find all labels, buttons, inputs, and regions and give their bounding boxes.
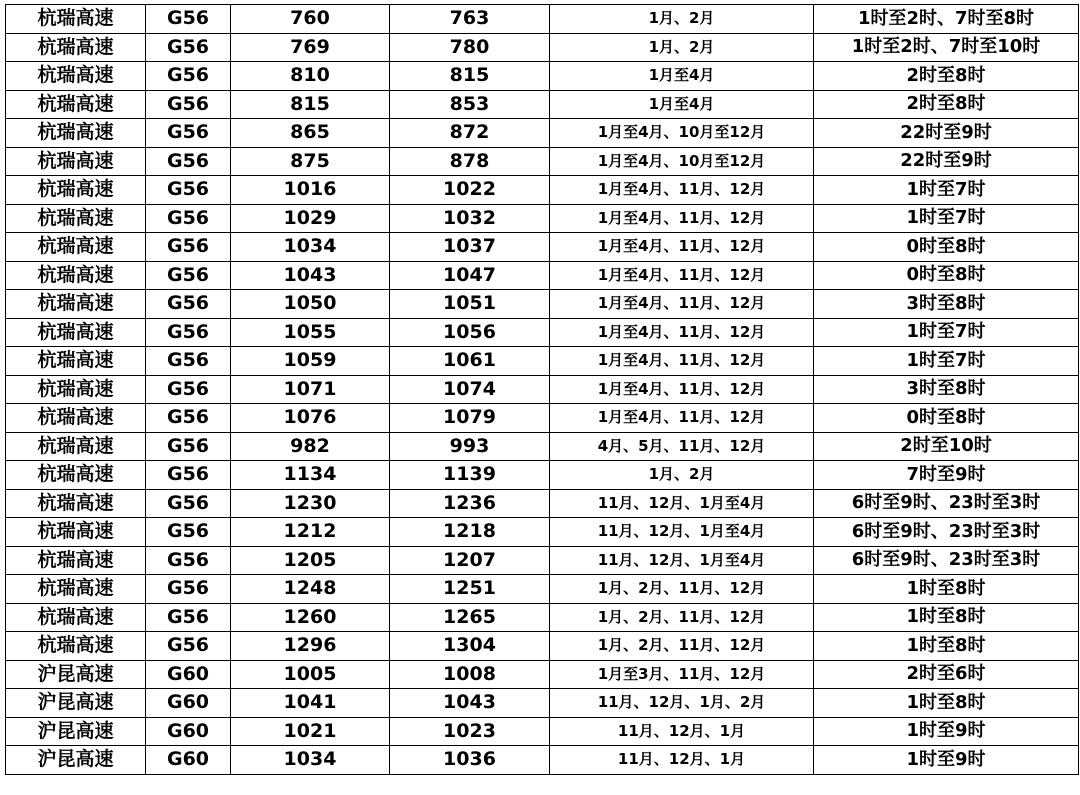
table-row [6,33,1079,62]
road-code-cell: G56 [146,432,231,461]
road-code-cell: G60 [146,717,231,746]
start-stake-cell: 1230 [231,489,390,518]
start-stake-cell: 1005 [231,660,390,689]
hours-cell: 0时至8时 [814,404,1079,433]
hours-cell: 3时至8时 [814,375,1079,404]
months-cell: 1月、2月、11月、12月 [550,603,814,632]
road-code-cell: G56 [146,62,231,91]
hours-cell: 0时至8时 [814,261,1079,290]
road-code-cell: G56 [146,261,231,290]
table-row [6,347,1079,376]
months-cell: 1月至4月、11月、12月 [550,347,814,376]
table-row [6,660,1079,689]
months-cell: 1月至4月 [550,90,814,119]
table-row [6,204,1079,233]
table-body [6,5,1079,775]
road-code-cell: G56 [146,404,231,433]
start-stake-cell: 982 [231,432,390,461]
months-cell: 1月至4月、11月、12月 [550,204,814,233]
road-name-cell: 杭瑞高速 [6,518,146,547]
end-stake-cell: 878 [390,147,550,176]
start-stake-cell: 1043 [231,261,390,290]
months-cell: 1月至4月、11月、12月 [550,176,814,205]
table-row [6,717,1079,746]
hours-cell: 6时至9时、23时至3时 [814,518,1079,547]
table-row [6,432,1079,461]
start-stake-cell: 1076 [231,404,390,433]
road-name-cell: 杭瑞高速 [6,347,146,376]
table-row [6,90,1079,119]
road-code-cell: G56 [146,318,231,347]
start-stake-cell: 760 [231,5,390,34]
start-stake-cell: 1071 [231,375,390,404]
months-cell: 1月至4月、10月至12月 [550,147,814,176]
hours-cell: 1时至8时 [814,575,1079,604]
months-cell: 1月、2月 [550,33,814,62]
start-stake-cell: 1212 [231,518,390,547]
road-name-cell: 杭瑞高速 [6,575,146,604]
road-name-cell: 杭瑞高速 [6,261,146,290]
road-code-cell: G56 [146,461,231,490]
months-cell: 4月、5月、11月、12月 [550,432,814,461]
months-cell: 1月至4月、11月、12月 [550,375,814,404]
road-code-cell: G56 [146,489,231,518]
table-row [6,318,1079,347]
end-stake-cell: 872 [390,119,550,148]
end-stake-cell: 993 [390,432,550,461]
road-code-cell: G56 [146,33,231,62]
hours-cell: 1时至2时、7时至8时 [814,5,1079,34]
table-row [6,176,1079,205]
road-name-cell: 杭瑞高速 [6,62,146,91]
road-code-cell: G60 [146,689,231,718]
hours-cell: 2时至8时 [814,90,1079,119]
end-stake-cell: 1047 [390,261,550,290]
road-name-cell: 沪昆高速 [6,689,146,718]
road-name-cell: 杭瑞高速 [6,147,146,176]
end-stake-cell: 1022 [390,176,550,205]
road-code-cell: G56 [146,233,231,262]
road-name-cell: 杭瑞高速 [6,290,146,319]
months-cell: 11月、12月、1月 [550,746,814,775]
end-stake-cell: 853 [390,90,550,119]
hours-cell: 1时至8时 [814,689,1079,718]
road-name-cell: 杭瑞高速 [6,204,146,233]
months-cell: 1月至4月、11月、12月 [550,318,814,347]
start-stake-cell: 810 [231,62,390,91]
months-cell: 11月、12月、1月至4月 [550,546,814,575]
hours-cell: 1时至9时 [814,746,1079,775]
months-cell: 1月至4月、11月、12月 [550,261,814,290]
road-code-cell: G56 [146,375,231,404]
start-stake-cell: 769 [231,33,390,62]
start-stake-cell: 1055 [231,318,390,347]
start-stake-cell: 1034 [231,233,390,262]
table-row [6,119,1079,148]
end-stake-cell: 1236 [390,489,550,518]
road-name-cell: 沪昆高速 [6,660,146,689]
road-code-cell: G60 [146,746,231,775]
months-cell: 1月、2月 [550,5,814,34]
road-name-cell: 杭瑞高速 [6,632,146,661]
road-code-cell: G56 [146,347,231,376]
start-stake-cell: 815 [231,90,390,119]
table-row [6,746,1079,775]
road-name-cell: 沪昆高速 [6,717,146,746]
hours-cell: 1时至9时 [814,717,1079,746]
months-cell: 11月、12月、1月至4月 [550,489,814,518]
table-row [6,689,1079,718]
table-row [6,575,1079,604]
months-cell: 1月至4月、11月、12月 [550,404,814,433]
road-code-cell: G60 [146,660,231,689]
start-stake-cell: 1248 [231,575,390,604]
start-stake-cell: 1260 [231,603,390,632]
table-row [6,461,1079,490]
road-name-cell: 杭瑞高速 [6,375,146,404]
table-row [6,62,1079,91]
start-stake-cell: 1134 [231,461,390,490]
months-cell: 11月、12月、1月至4月 [550,518,814,547]
start-stake-cell: 1041 [231,689,390,718]
hours-cell: 2时至8时 [814,62,1079,91]
road-code-cell: G56 [146,176,231,205]
road-name-cell: 杭瑞高速 [6,176,146,205]
road-name-cell: 杭瑞高速 [6,461,146,490]
road-name-cell: 杭瑞高速 [6,233,146,262]
road-code-cell: G56 [146,119,231,148]
start-stake-cell: 1029 [231,204,390,233]
road-name-cell: 杭瑞高速 [6,5,146,34]
end-stake-cell: 1139 [390,461,550,490]
hours-cell: 1时至2时、7时至10时 [814,33,1079,62]
road-code-cell: G56 [146,575,231,604]
months-cell: 1月至4月、11月、12月 [550,290,814,319]
end-stake-cell: 1056 [390,318,550,347]
hours-cell: 2时至10时 [814,432,1079,461]
end-stake-cell: 1032 [390,204,550,233]
road-code-cell: G56 [146,147,231,176]
table-row [6,603,1079,632]
months-cell: 1月至4月、10月至12月 [550,119,814,148]
road-name-cell: 杭瑞高速 [6,489,146,518]
hours-cell: 1时至7时 [814,347,1079,376]
months-cell: 1月至4月、11月、12月 [550,233,814,262]
end-stake-cell: 780 [390,33,550,62]
end-stake-cell: 1023 [390,717,550,746]
table-row [6,233,1079,262]
end-stake-cell: 1251 [390,575,550,604]
road-code-cell: G56 [146,518,231,547]
end-stake-cell: 1051 [390,290,550,319]
table-row [6,5,1079,34]
hours-cell: 7时至9时 [814,461,1079,490]
start-stake-cell: 1034 [231,746,390,775]
end-stake-cell: 1043 [390,689,550,718]
start-stake-cell: 1021 [231,717,390,746]
months-cell: 11月、12月、1月、2月 [550,689,814,718]
road-name-cell: 杭瑞高速 [6,119,146,148]
end-stake-cell: 1207 [390,546,550,575]
start-stake-cell: 1059 [231,347,390,376]
road-code-cell: G56 [146,5,231,34]
road-code-cell: G56 [146,290,231,319]
start-stake-cell: 1205 [231,546,390,575]
road-name-cell: 杭瑞高速 [6,432,146,461]
end-stake-cell: 1074 [390,375,550,404]
table-row [6,290,1079,319]
road-name-cell: 杭瑞高速 [6,546,146,575]
start-stake-cell: 1296 [231,632,390,661]
end-stake-cell: 1037 [390,233,550,262]
end-stake-cell: 1036 [390,746,550,775]
hours-cell: 1时至8时 [814,603,1079,632]
end-stake-cell: 1265 [390,603,550,632]
hours-cell: 1时至7时 [814,204,1079,233]
table-row [6,489,1079,518]
months-cell: 1月、2月、11月、12月 [550,575,814,604]
fog-section-table [5,4,1079,775]
hours-cell: 1时至8时 [814,632,1079,661]
end-stake-cell: 1304 [390,632,550,661]
hours-cell: 1时至7时 [814,176,1079,205]
road-code-cell: G56 [146,204,231,233]
start-stake-cell: 1016 [231,176,390,205]
road-name-cell: 杭瑞高速 [6,603,146,632]
road-name-cell: 杭瑞高速 [6,404,146,433]
hours-cell: 1时至7时 [814,318,1079,347]
end-stake-cell: 1061 [390,347,550,376]
table-row [6,375,1079,404]
hours-cell: 0时至8时 [814,233,1079,262]
road-code-cell: G56 [146,632,231,661]
months-cell: 11月、12月、1月 [550,717,814,746]
hours-cell: 2时至6时 [814,660,1079,689]
end-stake-cell: 815 [390,62,550,91]
hours-cell: 6时至9时、23时至3时 [814,546,1079,575]
hours-cell: 22时至9时 [814,147,1079,176]
months-cell: 1月、2月、11月、12月 [550,632,814,661]
road-name-cell: 杭瑞高速 [6,90,146,119]
table-row [6,632,1079,661]
table-row [6,518,1079,547]
months-cell: 1月至3月、11月、12月 [550,660,814,689]
end-stake-cell: 1008 [390,660,550,689]
road-code-cell: G56 [146,546,231,575]
hours-cell: 6时至9时、23时至3时 [814,489,1079,518]
road-code-cell: G56 [146,603,231,632]
table-row [6,147,1079,176]
hours-cell: 3时至8时 [814,290,1079,319]
road-name-cell: 杭瑞高速 [6,318,146,347]
start-stake-cell: 875 [231,147,390,176]
table-row [6,546,1079,575]
months-cell: 1月至4月 [550,62,814,91]
table-row [6,261,1079,290]
road-name-cell: 沪昆高速 [6,746,146,775]
start-stake-cell: 865 [231,119,390,148]
road-code-cell: G56 [146,90,231,119]
hours-cell: 22时至9时 [814,119,1079,148]
end-stake-cell: 1218 [390,518,550,547]
end-stake-cell: 1079 [390,404,550,433]
table-row [6,404,1079,433]
end-stake-cell: 763 [390,5,550,34]
start-stake-cell: 1050 [231,290,390,319]
months-cell: 1月、2月 [550,461,814,490]
road-name-cell: 杭瑞高速 [6,33,146,62]
